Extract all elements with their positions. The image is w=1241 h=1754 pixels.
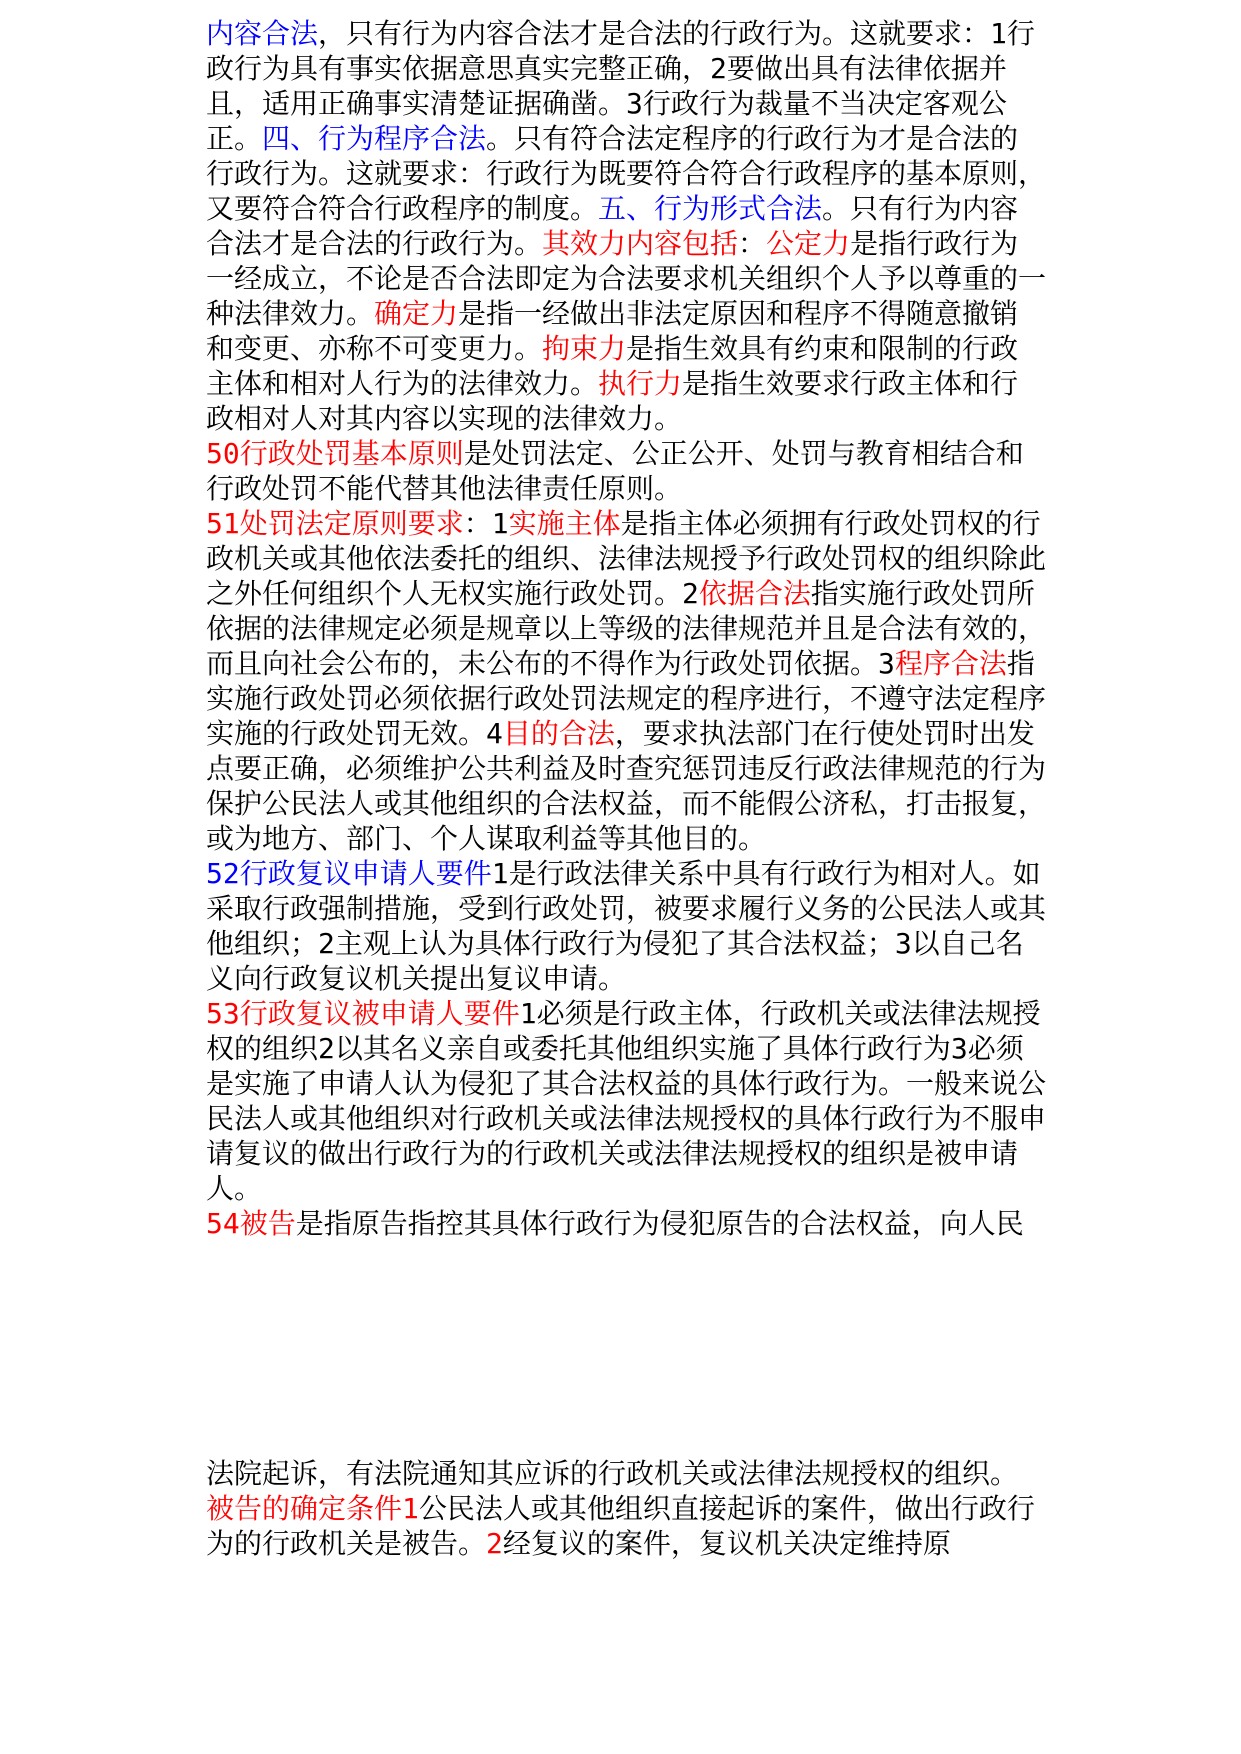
heading-term: 53行政复议被申请人要件: [206, 997, 520, 1030]
heading-term: 程序合法: [894, 647, 1007, 680]
heading-term: 五、行为形式合法: [598, 192, 823, 225]
paragraph-text: 是指主体必须拥有行政处罚权的行政机关或其他依法委托的组织、法律法规授予行政处罚权的组织除此之外任何组织个人无权实施行政处罚。2: [206, 507, 1047, 610]
paragraph: [206, 16, 1046, 436]
paragraph-text: 指实施行政处罚必须依据行政处罚法规定的程序进行，不遵守法定程序实施的行政处罚无效。4: [206, 647, 1047, 750]
paragraph: [206, 1206, 1046, 1241]
heading-term: 依据合法: [698, 577, 811, 610]
paragraph: [206, 996, 1046, 1206]
paragraph-text: ：: [738, 227, 767, 260]
paragraph-text: 是指行政行为一经成立，不论是否合法即定为合法要求机关组织个人予以尊重的一种法律效力。: [206, 227, 1047, 330]
text-block-lower: [206, 1456, 1046, 1561]
paragraph: [206, 856, 1046, 996]
paragraph: [206, 436, 1046, 506]
heading-term: 执行力: [598, 367, 683, 400]
paragraph-text: 经复议的案件，复议机关决定维持原: [502, 1527, 951, 1560]
heading-term: 内容合法: [206, 17, 319, 50]
paragraph-text: 是指原告指控其具体行政行为侵犯原告的合法权益，向人民: [295, 1207, 1024, 1240]
paragraph-text: ，只有行为内容合法才是合法的行政行为。这就要求：1行政行为具有事实依据意思真实完整正确，2要做出具有法律依据并且，适用正确事实清楚证据确凿。3行政行为裁量不当决定客观公正。: [206, 17, 1035, 155]
paragraph-text: 指实施行政处罚所依据的法律规定必须是规章以上等级的法律规范并且是合法有效的，而且向社会公布的，未公布的不得作为行政处罚依据。3: [206, 577, 1047, 680]
heading-term: 51处罚法定原则要求: [206, 507, 464, 540]
paragraph-text: 。只有行为内容合法才是合法的行政行为。: [206, 192, 1019, 260]
heading-term: 四、行为程序合法: [262, 122, 487, 155]
heading-term: 1: [402, 1492, 419, 1525]
paragraph: [206, 1456, 1046, 1561]
paragraph-text: 是指一经做出非法定原因和程序不得随意撤销和变更、亦称不可变更力。: [206, 297, 1019, 365]
paragraph-text: 法院起诉，有法院通知其应诉的行政机关或法律法规授权的组织。: [206, 1457, 1019, 1490]
paragraph-text: 是指生效要求行政主体和行政相对人对其内容以实现的法律效力。: [206, 367, 1019, 435]
paragraph: [206, 506, 1046, 856]
paragraph-text: ，要求执法部门在行使处罚时出发点要正确，必须维护公共利益及时查究惩罚违反行政法律规范的行为保护公民法人或其他组织的合法权益，而不能假公济私，打击报复，或为地方、部门、个人谋取利益等其他目的。: [206, 717, 1047, 855]
paragraph-text: 是处罚法定、公正公开、处罚与教育相结合和行政处罚不能代替其他法律责任原则。: [206, 437, 1024, 505]
text-block-upper: [206, 16, 1046, 1241]
heading-term: 2: [486, 1527, 503, 1560]
heading-term: 目的合法: [502, 717, 615, 750]
paragraph-text: ：1: [463, 507, 509, 540]
heading-term: 拘束力: [542, 332, 627, 365]
paragraph-text: 。只有符合法定程序的行政行为才是合法的行政行为。这就要求：行政行为既要符合符合行政程序的基本原则，又要符合符合行政程序的制度。: [206, 122, 1047, 225]
paragraph-text: 公民法人或其他组织直接起诉的案件，做出行政行为的行政机关是被告。: [206, 1492, 1035, 1560]
heading-term: 54被告: [206, 1207, 296, 1240]
paragraph-text: 1是行政法律关系中具有行政行为相对人。如采取行政强制措施，受到行政处罚，被要求履行义务的公民法人或其他组织；2主观上认为具体行政行为侵犯了其合法权益；3以自己名义向行政复议机关提出复议申请。: [206, 857, 1047, 995]
heading-term: 50行政处罚基本原则: [206, 437, 464, 470]
paragraph-text: 是指生效具有约束和限制的行政主体和相对人行为的法律效力。: [206, 332, 1019, 400]
heading-term: 确定力: [374, 297, 459, 330]
heading-term: 52行政复议申请人要件: [206, 857, 492, 890]
heading-term: 其效力内容包括: [542, 227, 739, 260]
heading-term: 实施主体: [508, 507, 621, 540]
paragraph-text: 1必须是行政主体，行政机关或法律法规授权的组织2以其名义亲自或委托其他组织实施了具体行政行为3必须是实施了申请人认为侵犯了其合法权益的具体行政行为。一般来说公民法人或其他组织对行政机关或法律法规授权的具体行政行为不服申请复议的做出行政行为的行政机关或法律法规授权的组织是被申请人。: [206, 997, 1047, 1205]
heading-term: 被告的确定条件: [206, 1492, 403, 1525]
heading-term: 公定力: [766, 227, 851, 260]
